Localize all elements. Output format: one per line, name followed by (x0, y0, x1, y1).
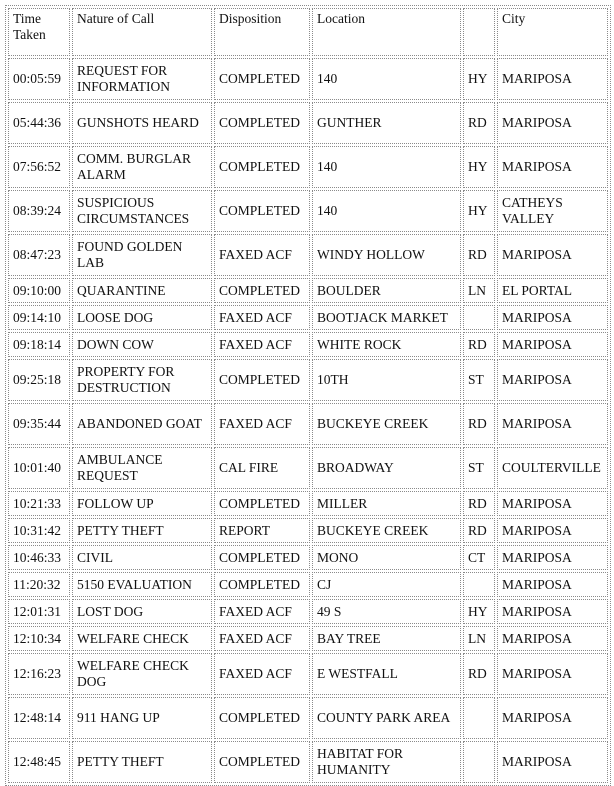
cell-location: BAY TREE (312, 626, 461, 651)
table-row (8, 447, 608, 489)
cell-nature-of-call: PETTY THEFT (72, 518, 212, 543)
cell-suffix: LN (463, 278, 495, 303)
cell-city: MARIPOSA (497, 359, 608, 401)
cell-nature-of-call: DOWN COW (72, 332, 212, 357)
cell-city: MARIPOSA (497, 332, 608, 357)
cell-location: 140 (312, 190, 461, 232)
table-row (8, 305, 608, 330)
cell-location: 10TH (312, 359, 461, 401)
cell-suffix: LN (463, 626, 495, 651)
call-log-body (8, 58, 608, 783)
cell-time: 09:18:14 (8, 332, 70, 357)
cell-disposition: COMPLETED (214, 572, 310, 597)
cell-disposition: FAXED ACF (214, 332, 310, 357)
cell-location: BOOTJACK MARKET (312, 305, 461, 330)
cell-time: 10:01:40 (8, 447, 70, 489)
cell-location: BROADWAY (312, 447, 461, 489)
cell-disposition: COMPLETED (214, 359, 310, 401)
cell-suffix (463, 305, 495, 330)
cell-location: BUCKEYE CREEK (312, 518, 461, 543)
table-row (8, 626, 608, 651)
table-row (8, 545, 608, 570)
call-log-table (5, 5, 611, 786)
cell-time: 12:48:14 (8, 697, 70, 739)
cell-disposition: REPORT (214, 518, 310, 543)
cell-city: MARIPOSA (497, 305, 608, 330)
cell-city: MARIPOSA (497, 491, 608, 516)
cell-nature-of-call: QUARANTINE (72, 278, 212, 303)
cell-disposition: FAXED ACF (214, 653, 310, 695)
cell-location: WINDY HOLLOW (312, 234, 461, 276)
cell-suffix: ST (463, 447, 495, 489)
cell-disposition: COMPLETED (214, 190, 310, 232)
cell-time: 11:20:32 (8, 572, 70, 597)
cell-city: MARIPOSA (497, 234, 608, 276)
cell-suffix: RD (463, 234, 495, 276)
cell-suffix: HY (463, 190, 495, 232)
cell-time: 12:10:34 (8, 626, 70, 651)
cell-suffix (463, 741, 495, 783)
cell-nature-of-call: SUSPICIOUS CIRCUMSTANCES (72, 190, 212, 232)
cell-time: 09:35:44 (8, 403, 70, 445)
cell-city: MARIPOSA (497, 146, 608, 188)
cell-location: 140 (312, 146, 461, 188)
cell-disposition: FAXED ACF (214, 234, 310, 276)
table-row (8, 599, 608, 624)
cell-city: MARIPOSA (497, 518, 608, 543)
cell-disposition: COMPLETED (214, 697, 310, 739)
cell-disposition: FAXED ACF (214, 403, 310, 445)
cell-time: 08:39:24 (8, 190, 70, 232)
table-row (8, 332, 608, 357)
cell-time: 07:56:52 (8, 146, 70, 188)
header-nature-of-call: Nature of Call (72, 8, 212, 56)
cell-suffix (463, 697, 495, 739)
cell-time: 09:25:18 (8, 359, 70, 401)
cell-city: MARIPOSA (497, 599, 608, 624)
cell-nature-of-call: 5150 EVALUATION (72, 572, 212, 597)
table-row (8, 653, 608, 695)
cell-location: 140 (312, 58, 461, 100)
header-location: Location (312, 8, 461, 56)
cell-time: 09:10:00 (8, 278, 70, 303)
cell-suffix: RD (463, 518, 495, 543)
cell-nature-of-call: 911 HANG UP (72, 697, 212, 739)
cell-suffix: HY (463, 146, 495, 188)
cell-city: MARIPOSA (497, 653, 608, 695)
table-row (8, 102, 608, 144)
cell-time: 12:16:23 (8, 653, 70, 695)
table-row (8, 741, 608, 783)
cell-city: MARIPOSA (497, 626, 608, 651)
cell-nature-of-call: WELFARE CHECK (72, 626, 212, 651)
cell-disposition: COMPLETED (214, 741, 310, 783)
cell-nature-of-call: PROPERTY FOR DESTRUCTION (72, 359, 212, 401)
table-row (8, 190, 608, 232)
cell-city: MARIPOSA (497, 697, 608, 739)
cell-suffix: HY (463, 599, 495, 624)
cell-suffix: RD (463, 102, 495, 144)
cell-nature-of-call: WELFARE CHECK DOG (72, 653, 212, 695)
cell-nature-of-call: COMM. BURGLAR ALARM (72, 146, 212, 188)
cell-nature-of-call: GUNSHOTS HEARD (72, 102, 212, 144)
cell-time: 10:31:42 (8, 518, 70, 543)
cell-location: 49 S (312, 599, 461, 624)
cell-location: CJ (312, 572, 461, 597)
cell-city: MARIPOSA (497, 572, 608, 597)
header-time-taken: Time Taken (8, 8, 70, 56)
cell-disposition: FAXED ACF (214, 599, 310, 624)
cell-suffix: ST (463, 359, 495, 401)
cell-nature-of-call: FOUND GOLDEN LAB (72, 234, 212, 276)
cell-disposition: COMPLETED (214, 545, 310, 570)
table-row (8, 572, 608, 597)
cell-nature-of-call: PETTY THEFT (72, 741, 212, 783)
cell-time: 12:48:45 (8, 741, 70, 783)
table-row (8, 518, 608, 543)
cell-disposition: CAL FIRE (214, 447, 310, 489)
cell-disposition: COMPLETED (214, 491, 310, 516)
cell-nature-of-call: AMBULANCE REQUEST (72, 447, 212, 489)
cell-disposition: COMPLETED (214, 278, 310, 303)
cell-suffix: HY (463, 58, 495, 100)
cell-city: MARIPOSA (497, 403, 608, 445)
cell-city: EL PORTAL (497, 278, 608, 303)
cell-suffix (463, 572, 495, 597)
cell-time: 12:01:31 (8, 599, 70, 624)
cell-nature-of-call: REQUEST FOR INFORMATION (72, 58, 212, 100)
cell-nature-of-call: LOOSE DOG (72, 305, 212, 330)
cell-disposition: COMPLETED (214, 58, 310, 100)
cell-time: 00:05:59 (8, 58, 70, 100)
cell-disposition: FAXED ACF (214, 626, 310, 651)
table-row (8, 359, 608, 401)
table-row (8, 491, 608, 516)
cell-nature-of-call: ABANDONED GOAT (72, 403, 212, 445)
cell-location: MONO (312, 545, 461, 570)
cell-time: 08:47:23 (8, 234, 70, 276)
cell-location: BOULDER (312, 278, 461, 303)
table-row (8, 403, 608, 445)
cell-time: 09:14:10 (8, 305, 70, 330)
table-row (8, 278, 608, 303)
cell-suffix: RD (463, 491, 495, 516)
header-disposition: Disposition (214, 8, 310, 56)
cell-city: CATHEYS VALLEY (497, 190, 608, 232)
cell-disposition: COMPLETED (214, 146, 310, 188)
cell-city: COULTERVILLE (497, 447, 608, 489)
cell-location: E WESTFALL (312, 653, 461, 695)
cell-city: MARIPOSA (497, 102, 608, 144)
cell-location: HABITAT FOR HUMANITY (312, 741, 461, 783)
cell-city: MARIPOSA (497, 58, 608, 100)
cell-time: 05:44:36 (8, 102, 70, 144)
table-row (8, 58, 608, 100)
table-row (8, 146, 608, 188)
cell-suffix: RD (463, 332, 495, 357)
cell-location: COUNTY PARK AREA (312, 697, 461, 739)
cell-location: BUCKEYE CREEK (312, 403, 461, 445)
cell-disposition: COMPLETED (214, 102, 310, 144)
cell-disposition: FAXED ACF (214, 305, 310, 330)
cell-location: WHITE ROCK (312, 332, 461, 357)
cell-city: MARIPOSA (497, 545, 608, 570)
header-suffix (463, 8, 495, 56)
cell-location: GUNTHER (312, 102, 461, 144)
cell-time: 10:46:33 (8, 545, 70, 570)
cell-nature-of-call: LOST DOG (72, 599, 212, 624)
cell-city: MARIPOSA (497, 741, 608, 783)
header-row (8, 8, 608, 56)
cell-suffix: CT (463, 545, 495, 570)
cell-suffix: RD (463, 403, 495, 445)
cell-nature-of-call: CIVIL (72, 545, 212, 570)
table-row (8, 697, 608, 739)
cell-time: 10:21:33 (8, 491, 70, 516)
header-city: City (497, 8, 608, 56)
cell-location: MILLER (312, 491, 461, 516)
cell-nature-of-call: FOLLOW UP (72, 491, 212, 516)
cell-suffix: RD (463, 653, 495, 695)
table-row (8, 234, 608, 276)
